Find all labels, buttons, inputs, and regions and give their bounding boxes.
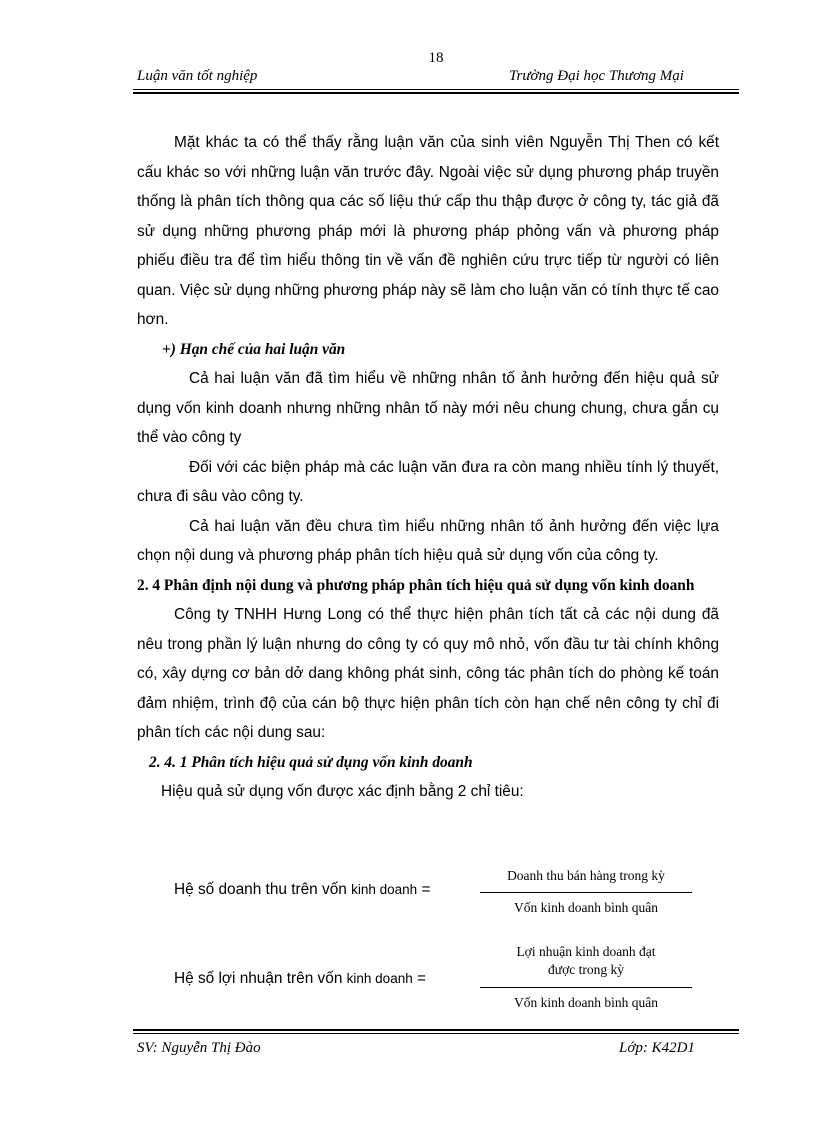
footer-rule-thin: [133, 1033, 739, 1034]
subheading-2-4-1: 2. 4. 1 Phân tích hiệu quả sử dụng vốn kinh doanh: [149, 753, 473, 771]
formula-2-label: [174, 970, 426, 988]
paragraph-limitation-selection: Cả hai luận văn đều chưa tìm hiểu những nhân tố ảnh hưởng đến việc lựa chọn nội dung và phương pháp phân tích hiệu quả sử dụng vốn của công ty.: [137, 517, 719, 564]
formula-1-numerator: Doanh thu bán hàng trong kỳ: [507, 868, 665, 883]
formula-2-denominator: Vốn kinh doanh bình quân: [514, 995, 658, 1010]
header-rule-thin: [133, 89, 739, 90]
paragraph-method-comparison: Mặt khác ta có thể thấy rằng luận văn của sinh viên Nguyễn Thị Then có kết cấu khác so với những luận văn trước đây. Ngoài việc sử dụng phương pháp truyền thống là phân tích thông qua các số liệu thứ cấp thu thập được ở công ty, tác giả đã sử dụng những phương pháp mới là phương pháp phỏng vấn và phương pháp phiếu điều tra để tìm hiểu thông tin về vấn đề nghiên cứu trực tiếp từ người có liên quan. Việc sử dụng những phương pháp này sẽ làm cho luận văn có tính thực tế cao hơn.: [137, 134, 719, 328]
formula-2-label-sub: kinh doanh: [346, 971, 413, 986]
formula-2-label-text: Hệ số lợi nhuận trên vốn: [174, 970, 343, 987]
section-heading-2-4: 2. 4 Phân định nội dung và phương pháp phân tích hiệu quả sử dụng vốn kinh doanh: [137, 576, 695, 594]
body-text: [137, 128, 719, 807]
footer-rule-thick: [133, 1029, 739, 1031]
formula-2-fraction-line: [480, 987, 692, 988]
page-number: 18: [428, 50, 444, 66]
formula-1-label: [174, 881, 430, 899]
formula-2-numerator-line2: được trong kỳ: [548, 962, 624, 977]
formula-1-fraction-line: [480, 892, 692, 893]
footer-student-name: SV: Nguyễn Thị Đào: [137, 1040, 261, 1056]
header-rule-thick: [133, 92, 739, 94]
formula-2-equals: =: [417, 970, 426, 987]
paragraph-indicators-intro: Hiệu quả sử dụng vốn được xác định bằng 2 chỉ tiêu:: [161, 783, 524, 800]
header-left-title: Luận văn tốt nghiệp: [137, 68, 258, 84]
formula-1-label-sub: kinh doanh: [351, 882, 418, 897]
paragraph-limitation-factors: Cả hai luận văn đã tìm hiểu về những nhân tố ảnh hưởng đến hiệu quả sử dụng vốn kinh doanh nhưng những nhân tố này mới nêu chung chung, chưa gắn cụ thể vào công ty: [137, 370, 719, 446]
formula-1-label-text: Hệ số doanh thu trên vốn: [174, 881, 347, 898]
paragraph-limitation-measures: Đối với các biện pháp mà các luận văn đưa ra còn mang nhiều tính lý thuyết, chưa đi sâu vào công ty.: [137, 458, 719, 505]
paragraph-company-analysis: Công ty TNHH Hưng Long có thể thực hiện phân tích tất cả các nội dung đã nêu trong phần lý luận nhưng do công ty có quy mô nhỏ, vốn đầu tư tài chính không có, xây dựng cơ bản dở dang không phát sinh, công tác phân tích do phòng kế toán đảm nhiệm, trình độ của cán bộ thực hiện phân tích còn hạn chế nên công ty chỉ đi phân tích các nội dung sau:: [137, 606, 719, 741]
subheading-limitations: +) Hạn chế của hai luận văn: [162, 340, 346, 358]
formula-2-numerator-line1: Lợi nhuận kinh doanh đạt: [516, 944, 656, 959]
footer-class: Lớp: K42D1: [619, 1040, 695, 1056]
formula-1-denominator: Vốn kinh doanh bình quân: [514, 900, 658, 915]
header-right-title: Trường Đại học Thương Mại: [509, 68, 684, 84]
formula-1-equals: =: [421, 881, 431, 898]
